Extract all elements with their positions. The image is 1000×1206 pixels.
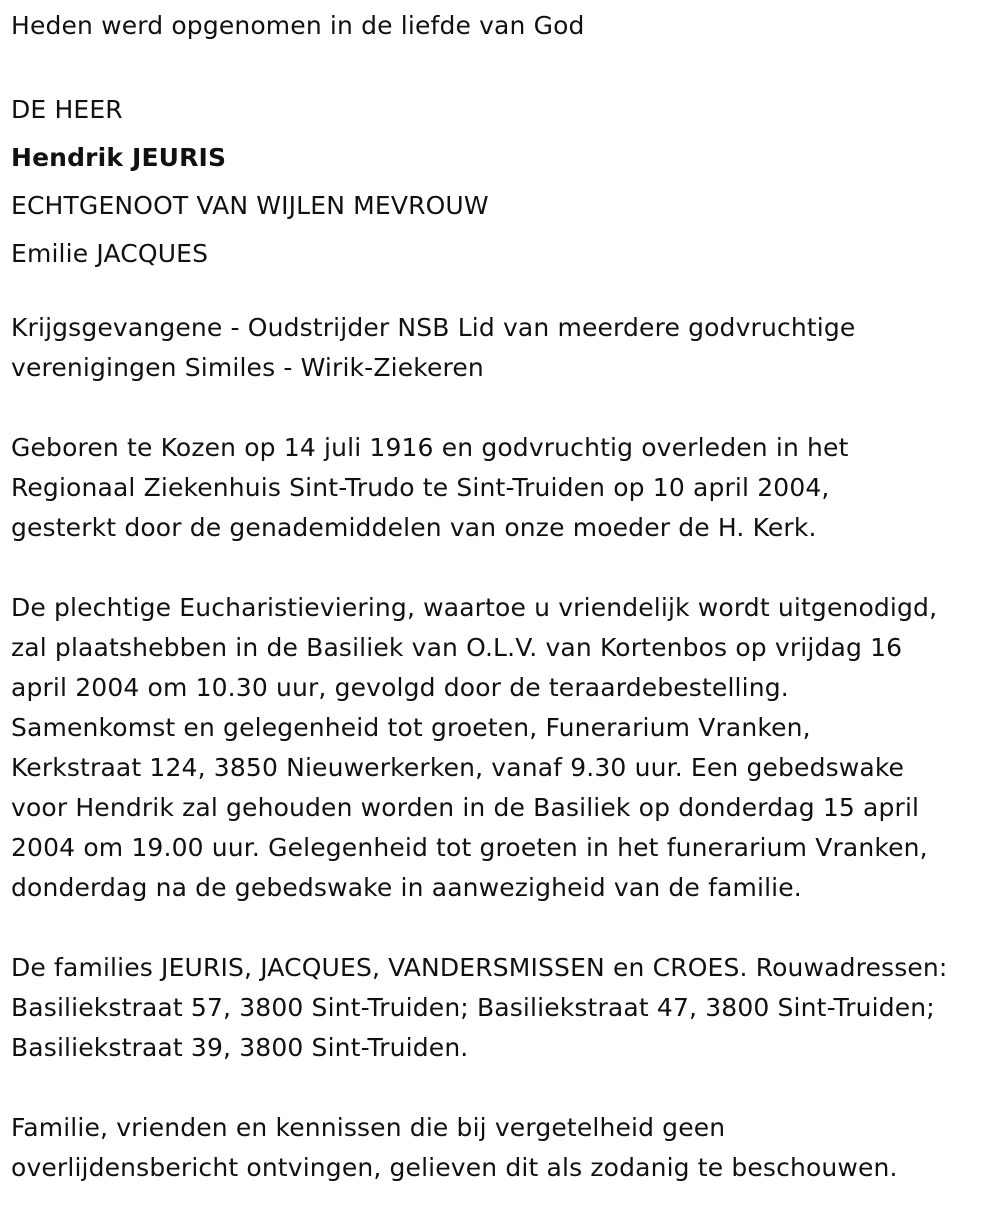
ceremony-line: zal plaatshebben in de Basiliek van O.L.V. van Kortenbos op vrijdag 16 — [11, 633, 903, 662]
spouse-name: Emilie JACQUES — [11, 239, 209, 268]
honorific: DE HEER — [11, 95, 123, 124]
affiliations-paragraph — [11, 308, 996, 388]
ceremony-line: Kerkstraat 124, 3850 Nieuwerkerken, vanaf 9.30 uur. Een gebedswake — [11, 753, 905, 782]
families-line: Basiliekstraat 57, 3800 Sint-Truiden; Basiliekstraat 47, 3800 Sint-Truiden; — [11, 993, 935, 1022]
families-line: Basiliekstraat 39, 3800 Sint-Truiden. — [11, 1033, 469, 1062]
affiliations-line: Krijgsgevangene - Oudstrijder NSB Lid van meerdere godvruchtige — [11, 313, 856, 342]
families-line: De families JEURIS, JACQUES, VANDERSMISSEN en CROES. Rouwadressen: — [11, 953, 948, 982]
birth-death-line: Regionaal Ziekenhuis Sint-Trudo te Sint-Truiden op 10 april 2004, — [11, 473, 830, 502]
birth-death-paragraph — [11, 428, 996, 548]
deceased-name: Hendrik JEURIS — [11, 143, 227, 172]
birth-death-line: gesterkt door de genademiddelen van onze moeder de H. Kerk. — [11, 513, 817, 542]
ceremony-paragraph — [11, 588, 996, 908]
families-paragraph — [11, 948, 996, 1068]
ceremony-line: voor Hendrik zal gehouden worden in de Basiliek op donderdag 15 april — [11, 793, 920, 822]
ceremony-line: donderdag na de gebedswake in aanwezigheid van de familie. — [11, 873, 802, 902]
intro-line: Heden werd opgenomen in de liefde van God — [11, 11, 585, 40]
spouse-title: ECHTGENOOT VAN WIJLEN MEVROUW — [11, 191, 489, 220]
ceremony-line: De plechtige Eucharistieviering, waartoe u vriendelijk wordt uitgenodigd, — [11, 593, 938, 622]
ceremony-line: april 2004 om 10.30 uur, gevolgd door de teraardebestelling. — [11, 673, 789, 702]
affiliations-line: verenigingen Similes - Wirik-Ziekeren — [11, 353, 484, 382]
ceremony-line: 2004 om 19.00 uur. Gelegenheid tot groeten in het funerarium Vranken, — [11, 833, 928, 862]
closing-paragraph — [11, 1108, 996, 1188]
birth-death-line: Geboren te Kozen op 14 juli 1916 en godvruchtig overleden in het — [11, 433, 849, 462]
ceremony-line: Samenkomst en gelegenheid tot groeten, Funerarium Vranken, — [11, 713, 811, 742]
closing-line: Familie, vrienden en kennissen die bij vergetelheid geen — [11, 1113, 726, 1142]
obituary-notice — [11, 6, 996, 1188]
closing-line: overlijdensbericht ontvingen, gelieven dit als zodanig te beschouwen. — [11, 1153, 898, 1182]
